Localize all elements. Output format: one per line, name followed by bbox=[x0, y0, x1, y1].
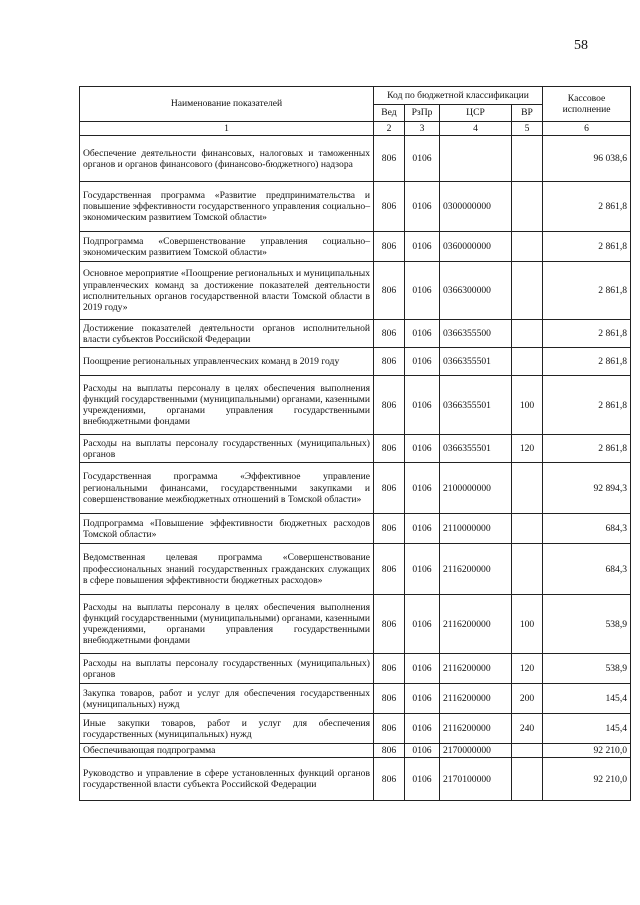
row-vr bbox=[512, 182, 543, 232]
row-sum: 92 894,3 bbox=[543, 463, 631, 514]
row-vr bbox=[512, 744, 543, 758]
row-vr bbox=[512, 758, 543, 801]
row-csr: 0366355501 bbox=[440, 376, 512, 435]
row-sum: 2 861,8 bbox=[543, 320, 631, 348]
table-row bbox=[80, 320, 631, 348]
row-rzpr: 0106 bbox=[405, 262, 440, 320]
header-ved: Вед bbox=[374, 104, 405, 122]
table-row bbox=[80, 744, 631, 758]
row-name: Руководство и управление в сфере установленных функций органов государственной власти субъекта Российской Федерации bbox=[80, 758, 374, 801]
row-name: Государственная программа «Эффективное управление региональными финансами, государственными закупками и совершенствование межбюджетных отношений в Томской области» bbox=[80, 463, 374, 514]
table-row bbox=[80, 182, 631, 232]
table-row bbox=[80, 714, 631, 744]
row-rzpr: 0106 bbox=[405, 514, 440, 544]
row-ved: 806 bbox=[374, 435, 405, 463]
row-ved: 806 bbox=[374, 463, 405, 514]
table-row bbox=[80, 262, 631, 320]
row-vr bbox=[512, 514, 543, 544]
row-csr bbox=[440, 136, 512, 182]
row-rzpr: 0106 bbox=[405, 758, 440, 801]
row-rzpr: 0106 bbox=[405, 654, 440, 684]
row-csr: 0300000000 bbox=[440, 182, 512, 232]
row-vr bbox=[512, 544, 543, 595]
row-ved: 806 bbox=[374, 136, 405, 182]
row-name: Подпрограмма «Совершенствование управления социально–экономическим развитием Томской области» bbox=[80, 232, 374, 262]
row-rzpr: 0106 bbox=[405, 595, 440, 654]
row-csr: 2110000000 bbox=[440, 514, 512, 544]
row-rzpr: 0106 bbox=[405, 376, 440, 435]
row-name: Ведомственная целевая программа «Совершенствование профессиональных знаний государственных гражданских служащих в сфере повышения эффективности бюджетных расходов» bbox=[80, 544, 374, 595]
row-csr: 0366300000 bbox=[440, 262, 512, 320]
row-ved: 806 bbox=[374, 714, 405, 744]
row-name: Иные закупки товаров, работ и услуг для обеспечения государственных (муниципальных) нужд bbox=[80, 714, 374, 744]
row-rzpr: 0106 bbox=[405, 435, 440, 463]
row-ved: 806 bbox=[374, 320, 405, 348]
header-csr: ЦСР bbox=[440, 104, 512, 122]
row-sum: 92 210,0 bbox=[543, 744, 631, 758]
row-sum: 2 861,8 bbox=[543, 376, 631, 435]
row-rzpr: 0106 bbox=[405, 348, 440, 376]
row-vr: 240 bbox=[512, 714, 543, 744]
budget-execution-table bbox=[79, 86, 631, 801]
row-name: Поощрение региональных управленческих команд в 2019 году bbox=[80, 348, 374, 376]
row-name: Обеспечение деятельности финансовых, налоговых и таможенных органов и органов финансового (финансово-бюджетного) надзора bbox=[80, 136, 374, 182]
row-vr: 100 bbox=[512, 376, 543, 435]
row-vr bbox=[512, 232, 543, 262]
row-rzpr: 0106 bbox=[405, 320, 440, 348]
row-name: Закупка товаров, работ и услуг для обеспечения государственных (муниципальных) нужд bbox=[80, 684, 374, 714]
row-vr bbox=[512, 136, 543, 182]
row-csr: 2116200000 bbox=[440, 595, 512, 654]
row-ved: 806 bbox=[374, 684, 405, 714]
row-csr: 0366355501 bbox=[440, 348, 512, 376]
row-rzpr: 0106 bbox=[405, 684, 440, 714]
row-ved: 806 bbox=[374, 376, 405, 435]
row-name: Достижение показателей деятельности органов исполнительной власти субъектов Российской Федерации bbox=[80, 320, 374, 348]
row-sum: 538,9 bbox=[543, 595, 631, 654]
table-row bbox=[80, 595, 631, 654]
row-ved: 806 bbox=[374, 595, 405, 654]
row-ved: 806 bbox=[374, 514, 405, 544]
row-vr: 200 bbox=[512, 684, 543, 714]
row-sum: 684,3 bbox=[543, 514, 631, 544]
row-vr: 100 bbox=[512, 595, 543, 654]
row-rzpr: 0106 bbox=[405, 136, 440, 182]
column-number: 4 bbox=[440, 122, 512, 136]
row-name: Обеспечивающая подпрограмма bbox=[80, 744, 374, 758]
table-row bbox=[80, 435, 631, 463]
row-name: Расходы на выплаты персоналу в целях обеспечения выполнения функций государственными (муниципальными) органами, казенными учреждениями, органами управления государственными внебюджетными фондами bbox=[80, 376, 374, 435]
table-row bbox=[80, 136, 631, 182]
row-sum: 538,9 bbox=[543, 654, 631, 684]
row-sum: 2 861,8 bbox=[543, 232, 631, 262]
row-sum: 92 210,0 bbox=[543, 758, 631, 801]
table-row bbox=[80, 654, 631, 684]
row-sum: 2 861,8 bbox=[543, 182, 631, 232]
row-sum: 145,4 bbox=[543, 714, 631, 744]
row-sum: 2 861,8 bbox=[543, 262, 631, 320]
header-name-column: Наименование показателей bbox=[80, 87, 374, 122]
header-rzpr: РзПр bbox=[405, 104, 440, 122]
row-vr bbox=[512, 348, 543, 376]
row-csr: 2170100000 bbox=[440, 758, 512, 801]
row-rzpr: 0106 bbox=[405, 232, 440, 262]
header-vr: ВР bbox=[512, 104, 543, 122]
row-rzpr: 0106 bbox=[405, 744, 440, 758]
row-csr: 0366355500 bbox=[440, 320, 512, 348]
column-number: 3 bbox=[405, 122, 440, 136]
table-row bbox=[80, 348, 631, 376]
table-row bbox=[80, 463, 631, 514]
row-csr: 2100000000 bbox=[440, 463, 512, 514]
row-name: Подпрограмма «Повышение эффективности бюджетных расходов Томской области» bbox=[80, 514, 374, 544]
row-rzpr: 0106 bbox=[405, 544, 440, 595]
row-name: Расходы на выплаты персоналу в целях обеспечения выполнения функций государственными (муниципальными) органами, казенными учреждениями, органами управления государственными внебюджетными фондами bbox=[80, 595, 374, 654]
row-ved: 806 bbox=[374, 758, 405, 801]
column-number: 2 bbox=[374, 122, 405, 136]
column-number: 6 bbox=[543, 122, 631, 136]
row-ved: 806 bbox=[374, 348, 405, 376]
row-vr: 120 bbox=[512, 435, 543, 463]
row-vr: 120 bbox=[512, 654, 543, 684]
row-rzpr: 0106 bbox=[405, 463, 440, 514]
table-row bbox=[80, 376, 631, 435]
row-sum: 96 038,6 bbox=[543, 136, 631, 182]
row-vr bbox=[512, 262, 543, 320]
row-vr bbox=[512, 463, 543, 514]
row-csr: 0366355501 bbox=[440, 435, 512, 463]
row-csr: 2116200000 bbox=[440, 544, 512, 595]
table-row bbox=[80, 514, 631, 544]
row-sum: 684,3 bbox=[543, 544, 631, 595]
table-row bbox=[80, 758, 631, 801]
row-name: Расходы на выплаты персоналу государственных (муниципальных) органов bbox=[80, 654, 374, 684]
column-number: 1 bbox=[80, 122, 374, 136]
header-code-group: Код по бюджетной классификации bbox=[374, 87, 543, 105]
row-ved: 806 bbox=[374, 744, 405, 758]
row-csr: 2116200000 bbox=[440, 684, 512, 714]
row-name: Расходы на выплаты персоналу государственных (муниципальных) органов bbox=[80, 435, 374, 463]
row-csr: 2170000000 bbox=[440, 744, 512, 758]
table-row bbox=[80, 544, 631, 595]
row-vr bbox=[512, 320, 543, 348]
row-sum: 2 861,8 bbox=[543, 348, 631, 376]
table-body bbox=[80, 136, 631, 801]
row-ved: 806 bbox=[374, 262, 405, 320]
row-name: Основное мероприятие «Поощрение региональных и муниципальных управленческих команд за достижение показателей деятельности исполнительных органов государственной власти Томской области в 2019 году» bbox=[80, 262, 374, 320]
row-sum: 145,4 bbox=[543, 684, 631, 714]
row-sum: 2 861,8 bbox=[543, 435, 631, 463]
row-name: Государственная программа «Развитие предпринимательства и повышение эффективности государственного управления социально–экономическим развитием Томской области» bbox=[80, 182, 374, 232]
row-rzpr: 0106 bbox=[405, 714, 440, 744]
row-ved: 806 bbox=[374, 654, 405, 684]
table-row bbox=[80, 232, 631, 262]
row-ved: 806 bbox=[374, 182, 405, 232]
row-rzpr: 0106 bbox=[405, 182, 440, 232]
row-ved: 806 bbox=[374, 544, 405, 595]
page-number: 58 bbox=[574, 38, 588, 53]
header-cash-execution: Кассовое исполнение bbox=[543, 87, 631, 122]
row-csr: 0360000000 bbox=[440, 232, 512, 262]
row-csr: 2116200000 bbox=[440, 714, 512, 744]
column-number: 5 bbox=[512, 122, 543, 136]
table-row bbox=[80, 684, 631, 714]
row-ved: 806 bbox=[374, 232, 405, 262]
row-csr: 2116200000 bbox=[440, 654, 512, 684]
